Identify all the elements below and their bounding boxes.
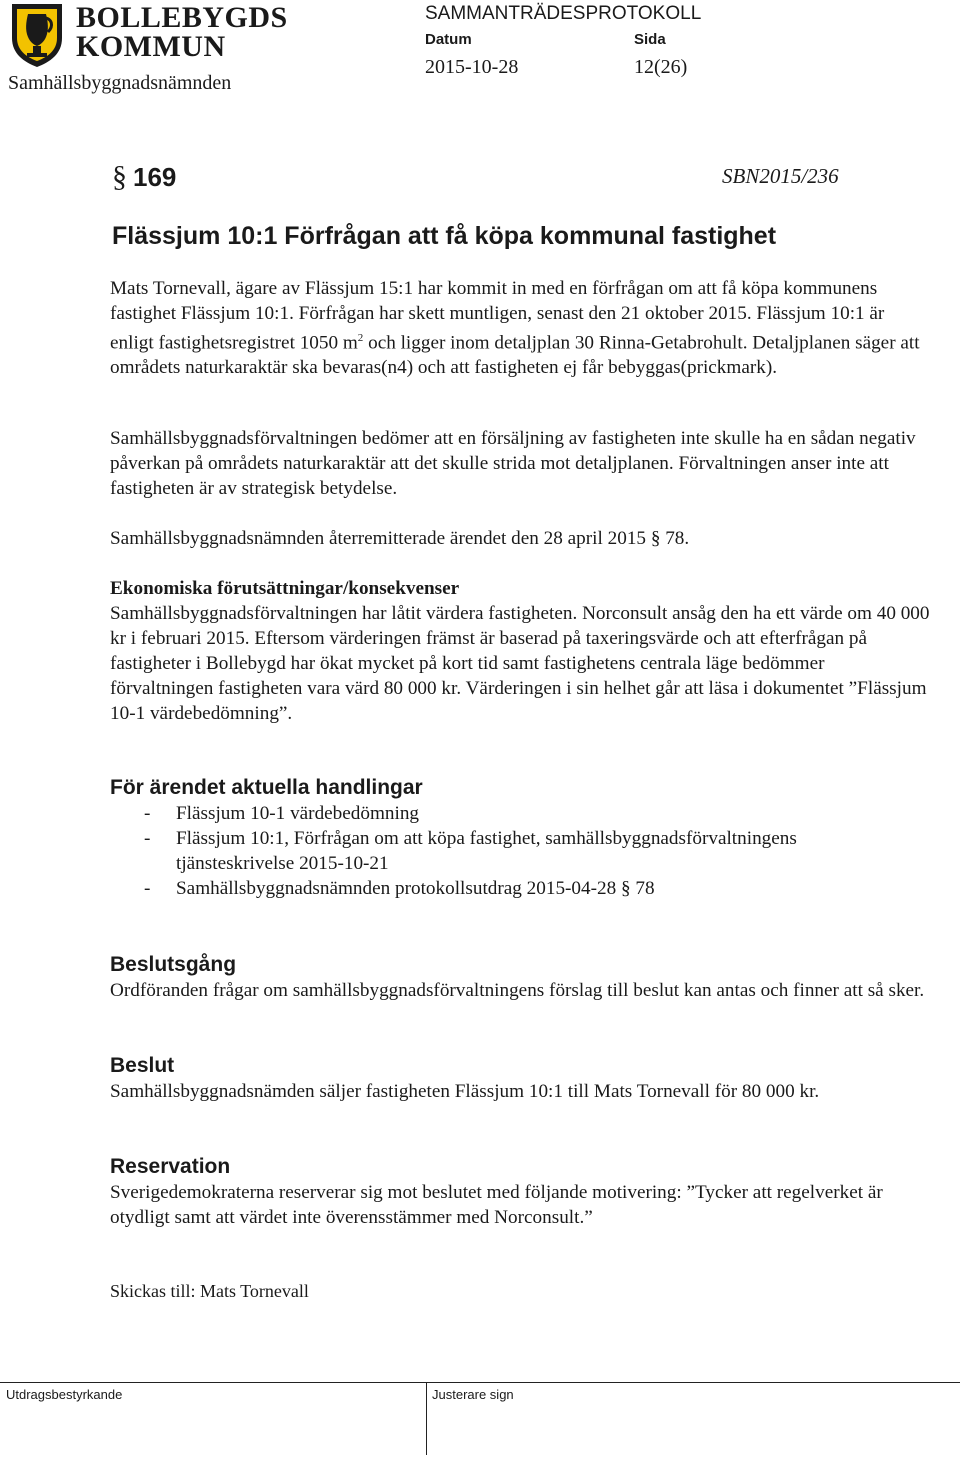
- economics-heading: Ekonomiska förutsättningar/konsekvenser: [110, 578, 460, 599]
- paragraph-number: [112, 160, 176, 194]
- background-text-part2: och ligger inom detaljplan 30 Rinna-Getabrohult. Detaljplanen säger att områdets naturkaraktär ska bevaras(n4) och att fastigheten ej får bebyggas(prickmark).: [110, 332, 920, 379]
- organization-name-line2: KOMMUN: [76, 30, 226, 63]
- documents-heading: För ärendet aktuella handlingar: [110, 776, 423, 799]
- decision-process-text: Ordföranden frågar om samhällsbyggnadsförvaltningens förslag till beslut kan antas och finner att så sker.: [110, 980, 925, 1001]
- section-symbol: §: [621, 878, 631, 899]
- background-text-part1: Mats Tornevall, ägare av Flässjum 15:1 har kommit in med en förfrågan om att få köpa kommunens fastighet Flässjum 10:1. Förfrågan har skett muntligen, senast den 21 oktober 2015. Flässjum 10:1 är enligt fastighetsregistret 1050 m: [110, 278, 885, 354]
- background-paragraph: [110, 276, 930, 380]
- list-dash: -: [144, 803, 151, 824]
- date-value: 2015-10-28: [425, 56, 519, 78]
- document-item-text: Samhällsbyggnadsnämnden protokollsutdrag 2015-04-28: [176, 878, 621, 899]
- section-symbol: §: [650, 528, 661, 549]
- remittance-paragraph: [110, 526, 930, 551]
- page-value: 12(26): [634, 56, 688, 78]
- case-number: SBN2015/236: [722, 164, 839, 188]
- footer-column-divider: [426, 1383, 427, 1455]
- decision-text: Samhällsbyggnadsnämden säljer fastigheten Flässjum 10:1 till Mats Tornevall för 80 000 kr.: [110, 1081, 820, 1102]
- page-label: Sida: [634, 31, 666, 48]
- list-dash: -: [144, 828, 151, 849]
- economics-paragraph: Samhällsbyggnadsförvaltningen har låtit värdera fastigheten. Norconsult ansåg den ha ett värde om 40 000 kr i februari 2015. Eftersom värderingen främst är baserad på taxeringsvärde och att efterfrågan på fastigheter i Bollebygd har ökat mycket på kort tid samt fastighetens centrala läge bedömmer förvaltningen fastigheten vara värd 80 000 kr. Värderingen i sin helhet går att läsa i dokumentet ”Flässjum 10-1 värdebedömning”.: [110, 603, 930, 724]
- reservation-heading: Reservation: [110, 1155, 231, 1178]
- decision-heading: Beslut: [110, 1054, 175, 1077]
- document-item-ref: 78: [630, 878, 655, 899]
- organization-name-line1: BOLLEBYGDS: [76, 1, 288, 34]
- section-number: 169: [133, 162, 177, 192]
- date-label: Datum: [425, 31, 472, 48]
- section-symbol: §: [112, 160, 127, 193]
- list-item: [110, 826, 910, 876]
- list-dash: -: [144, 878, 151, 899]
- adjuster-signature-label: Justerare sign: [432, 1387, 514, 1402]
- assessment-paragraph: Samhällsbyggnadsförvaltningen bedömer att en försäljning av fastigheten inte skulle ha en sådan negativ påverkan på områdets naturkaraktär att det skulle strida mot detaljplanen. Förvaltningen anser inte att fastigheten är av strategisk betydelse.: [110, 428, 916, 499]
- document-item-text: Flässjum 10-1 värdebedömning: [176, 803, 420, 824]
- certification-label: Utdragsbestyrkande: [6, 1387, 123, 1402]
- document-item-text: Flässjum 10:1, Förfrågan om att köpa fastighet, samhällsbyggnadsförvaltningens tjänsteskrivelse 2015-10-21: [176, 828, 797, 874]
- documents-list: [110, 801, 910, 901]
- superscript-2: 2: [357, 332, 364, 344]
- remittance-paragraph-ref: 78.: [660, 528, 690, 549]
- sent-to-line: Skickas till: Mats Tornevall: [110, 1281, 309, 1301]
- municipal-crest-icon: [8, 2, 66, 68]
- decision-process-heading: Beslutsgång: [110, 953, 237, 976]
- remittance-text: Samhällsbyggnadsnämnden återremitterade ärendet den 28 april 2015: [110, 528, 651, 549]
- page-title: Flässjum 10:1 Förfrågan att få köpa kommunal fastighet: [112, 222, 777, 250]
- list-item: [110, 876, 910, 901]
- document-type: SAMMANTRÄDESPROTOKOLL: [425, 3, 702, 24]
- department-name: Samhällsbyggnadsnämnden: [8, 72, 232, 94]
- footer-divider: [0, 1382, 960, 1383]
- reservation-text: Sverigedemokraterna reserverar sig mot beslutet med följande motivering: ”Tycker att regelverket är otydligt samt att värdet inte överensstämmer med Norconsult.”: [110, 1182, 883, 1228]
- list-item: [110, 801, 910, 826]
